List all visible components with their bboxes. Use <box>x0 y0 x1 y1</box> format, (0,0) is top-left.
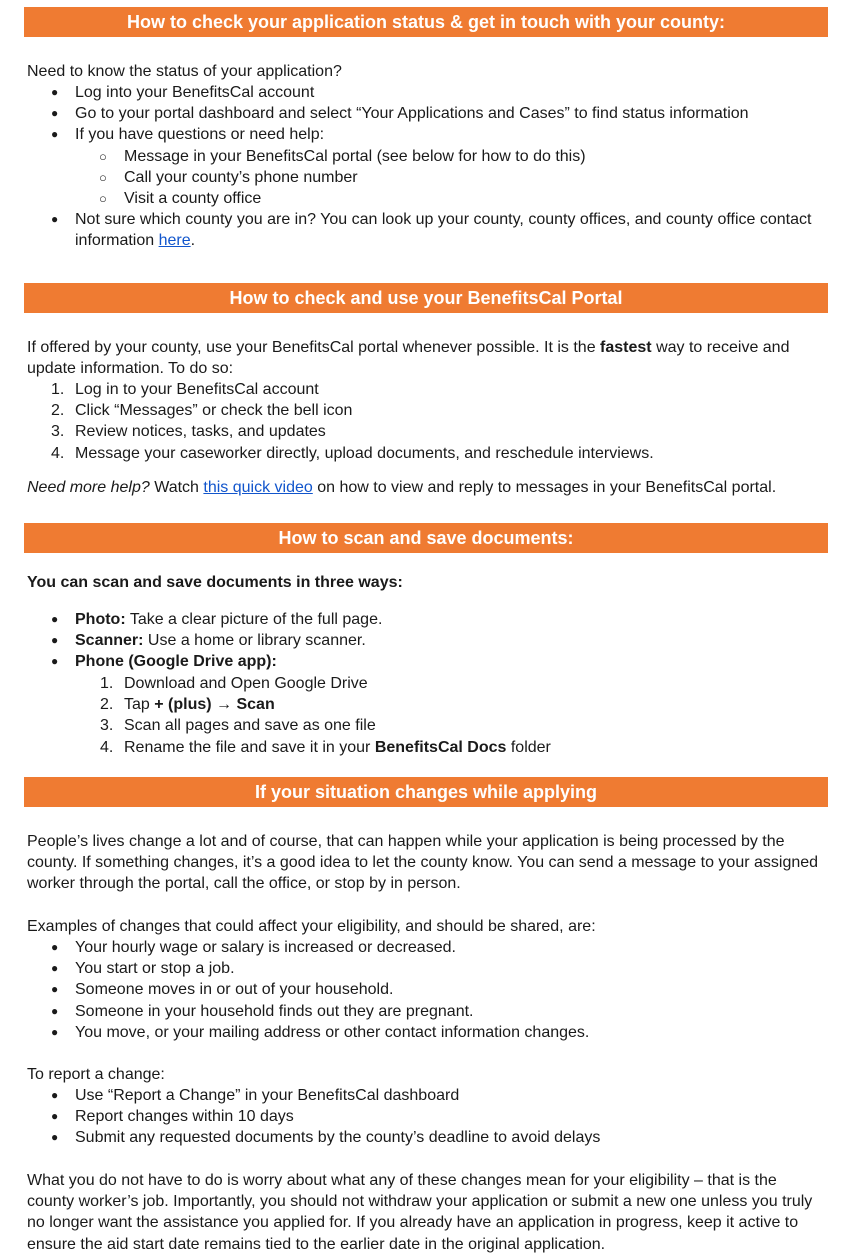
list-item: 4. Rename the file and save it in your BenefitsCal Docs folder <box>100 738 551 756</box>
list-item: ● If you have questions or need help: <box>48 124 828 145</box>
list-item: ● Go to your portal dashboard and select “Your Applications and Cases” to find status information <box>48 103 828 124</box>
report-steps-list <box>48 1085 828 1149</box>
quick-video-link[interactable]: this quick video <box>203 479 313 496</box>
list-item: ● Use “Report a Change” in your BenefitsCal dashboard <box>48 1085 828 1106</box>
portal-help-italic: Need more help? <box>27 479 150 496</box>
county-lookup-list <box>48 209 828 251</box>
scan-method-text: Use a home or library scanner. <box>143 632 366 650</box>
report-intro: To report a change: <box>27 1066 165 1083</box>
list-item: ● Your hourly wage or salary is increased or decreased. <box>48 937 828 958</box>
portal-step-text: Log in to your BenefitsCal account <box>75 381 319 398</box>
list-item: ● You move, or your mailing address or other contact information changes. <box>48 1022 828 1043</box>
scan-method-label: Phone (Google Drive app): <box>75 653 277 671</box>
scan-intro: You can scan and save documents in three ways: <box>27 574 403 591</box>
drive-step-text: Rename the file and save it in your <box>124 738 375 756</box>
drive-step-text: Scan all pages and save as one file <box>124 717 376 735</box>
portal-intro-text-a: If offered by your county, use your BenefitsCal portal whenever possible. It is the <box>27 339 601 356</box>
drive-step-text: Download and Open Google Drive <box>124 675 368 692</box>
portal-steps-list <box>48 379 828 464</box>
list-item: ● Someone moves in or out of your household. <box>48 979 828 1000</box>
scan-label: Scan <box>236 696 275 714</box>
changes-intro-paragraph: People’s lives change a lot and of course, that can happen while your application is being processed by the county. If something changes, it’s a good idea to let the county know. You can send a message to your assigned worker through the portal, call the office, or stop by in person. <box>27 833 819 893</box>
list-item: ● Someone in your household finds out they are pregnant. <box>48 1001 828 1022</box>
list-item <box>48 630 828 651</box>
scan-method-label: Scanner: <box>75 632 144 650</box>
list-item: 4. Message your caseworker directly, upload documents, and reschedule interviews. <box>51 444 654 462</box>
arrow-glyph: → <box>211 696 237 714</box>
closing-paragraph: What you do not have to do is worry about what any of these changes mean for your eligibility – that is the county worker’s job. Importantly, you should not withdraw your application or submit a new one unless you truly no longer want the assistance you applied for. If you already have an application in progress, keep it active to ensure the aid start date remains tied to the earlier date in the original application. <box>27 1172 813 1253</box>
examples-list <box>48 937 828 1043</box>
scan-section-heading: How to scan and save documents: <box>24 523 828 553</box>
list-item: ● You start or stop a job. <box>48 958 828 979</box>
list-item: ● Report changes within 10 days <box>48 1106 828 1127</box>
portal-step-text: Message your caseworker directly, upload documents, and reschedule interviews. <box>75 444 654 462</box>
changes-section-heading: If your situation changes while applying <box>24 777 828 807</box>
portal-intro-bold: fastest <box>600 339 652 356</box>
portal-step-text: Click “Messages” or check the bell icon <box>75 402 353 420</box>
list-item: ○ Call your county’s phone number <box>97 167 827 188</box>
plus-label: + (plus) <box>154 696 212 714</box>
list-item: ○ Message in your BenefitsCal portal (see below for how to do this) <box>97 146 827 167</box>
list-item: 2. Click “Messages” or check the bell icon <box>51 402 353 420</box>
portal-help-text-b: on how to view and reply to messages in your BenefitsCal portal. <box>312 479 777 496</box>
status-help-sublist <box>97 146 827 210</box>
list-item: 1. Log in to your BenefitsCal account <box>51 381 319 398</box>
list-item: 2. Tap + (plus) → Scan <box>100 696 275 714</box>
drive-step-text: Tap <box>124 696 155 714</box>
drive-scan-steps <box>97 673 827 758</box>
county-lookup-period: . <box>190 232 196 250</box>
list-item: ● Log into your BenefitsCal account <box>48 82 828 103</box>
portal-help-line <box>27 477 827 498</box>
portal-step-text: Review notices, tasks, and updates <box>75 423 326 441</box>
list-item: 1. Download and Open Google Drive <box>100 675 368 692</box>
status-bullet-list <box>48 82 828 146</box>
status-intro: Need to know the status of your application? <box>27 63 342 80</box>
scan-method-label: Photo: <box>75 611 126 628</box>
county-lookup-link[interactable]: here <box>158 232 191 250</box>
scan-method-text: Take a clear picture of the full page. <box>125 611 383 628</box>
drive-step-text-end: folder <box>506 738 551 756</box>
list-item: ● Submit any requested documents by the county’s deadline to avoid delays <box>48 1127 828 1148</box>
county-lookup-item <box>48 209 828 251</box>
portal-section-heading: How to check and use your BenefitsCal Portal <box>24 283 828 313</box>
list-item <box>48 651 828 672</box>
portal-help-text-a: Watch <box>149 479 204 496</box>
list-item <box>48 609 828 630</box>
portal-intro <box>27 337 827 379</box>
portal-intro-text-b: way to receive and update information. To do so: <box>27 339 790 378</box>
list-item: 3. Review notices, tasks, and updates <box>51 423 326 441</box>
docs-folder-label: BenefitsCal Docs <box>374 738 507 756</box>
list-item: 3. Scan all pages and save as one file <box>100 717 376 735</box>
list-item: ○ Visit a county office <box>97 188 827 209</box>
examples-intro: Examples of changes that could affect your eligibility, and should be shared, are: <box>27 918 596 935</box>
scan-methods-list <box>48 609 828 673</box>
status-section-heading: How to check your application status & get in touch with your county: <box>24 7 828 37</box>
county-lookup-text: Not sure which county you are in? You can look up your county, county offices, and county office contact information <box>75 211 812 250</box>
